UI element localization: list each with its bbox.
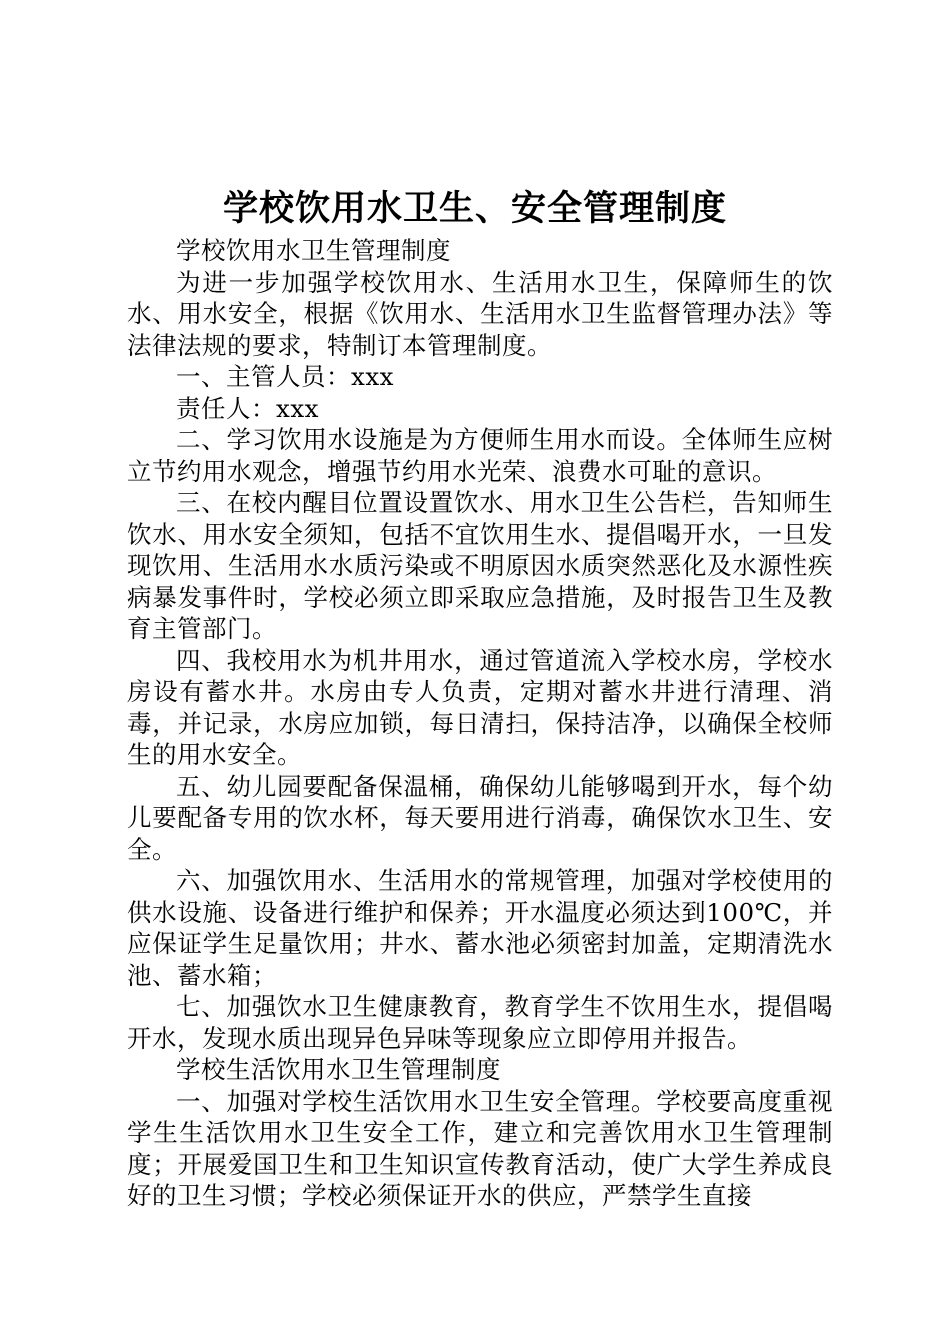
section-heading: 学校生活饮用水卫生管理制度 (176, 1055, 501, 1084)
document-body (127, 235, 833, 1212)
paragraph: 二、学习饮用水设施是为方便师生用水而设。全体师生应树立节约用水观念，增强节约用水光荣、浪费水可耻的意识。 (127, 425, 833, 486)
paragraph: 为进一步加强学校饮用水、生活用水卫生，保障师生的饮水、用水安全，根据《饮用水、生活用水卫生监督管理办法》等法律法规的要求，特制订本管理制度。 (127, 267, 833, 360)
paragraph: 七、加强饮水卫生健康教育，教育学生不饮用生水，提倡喝开水，发现水质出现异色异味等现象应立即停用并报告。 (127, 992, 833, 1053)
paragraph: 一、主管人员：xxx (176, 362, 394, 391)
paragraph: 四、我校用水为机井用水，通过管道流入学校水房，学校水房设有蓄水井。水房由专人负责，定期对蓄水井进行清理、消毒，并记录，水房应加锁，每日清扫，保持洁净，以确保全校师生的用水安全。 (127, 645, 833, 769)
paragraph: 三、在校内醒目位置设置饮水、用水卫生公告栏，告知师生饮水、用水安全须知，包括不宜饮用生水、提倡喝开水，一旦发现饮用、生活用水水质污染或不明原因水质突然恶化及水源性疾病暴发事件时，学校必须立即采取应急措施，及时报告卫生及教育主管部门。 (127, 488, 833, 643)
paragraph: 六、加强饮用水、生活用水的常规管理，加强对学校使用的供水设施、设备进行维护和保养；开水温度必须达到100℃，并应保证学生足量饮用；井水、蓄水池必须密封加盖，定期清洗水池、蓄水箱； (127, 866, 833, 990)
paragraph: 五、幼儿园要配备保温桶，确保幼儿能够喝到开水，每个幼儿要配备专用的饮水杯，每天要用进行消毒，确保饮水卫生、安全。 (127, 771, 833, 864)
paragraph: 一、加强对学校生活饮用水卫生安全管理。学校要高度重视学生生活饮用水卫生安全工作，建立和完善饮用水卫生管理制度；开展爱国卫生和卫生知识宣传教育活动，使广大学生养成良好的卫生习惯；学校必须保证开水的供应，严禁学生直接 (127, 1086, 833, 1210)
paragraph: 责任人：xxx (176, 393, 319, 423)
document-title: 学校饮用水卫生、安全管理制度 (222, 188, 727, 229)
section-heading: 学校饮用水卫生管理制度 (176, 236, 451, 265)
